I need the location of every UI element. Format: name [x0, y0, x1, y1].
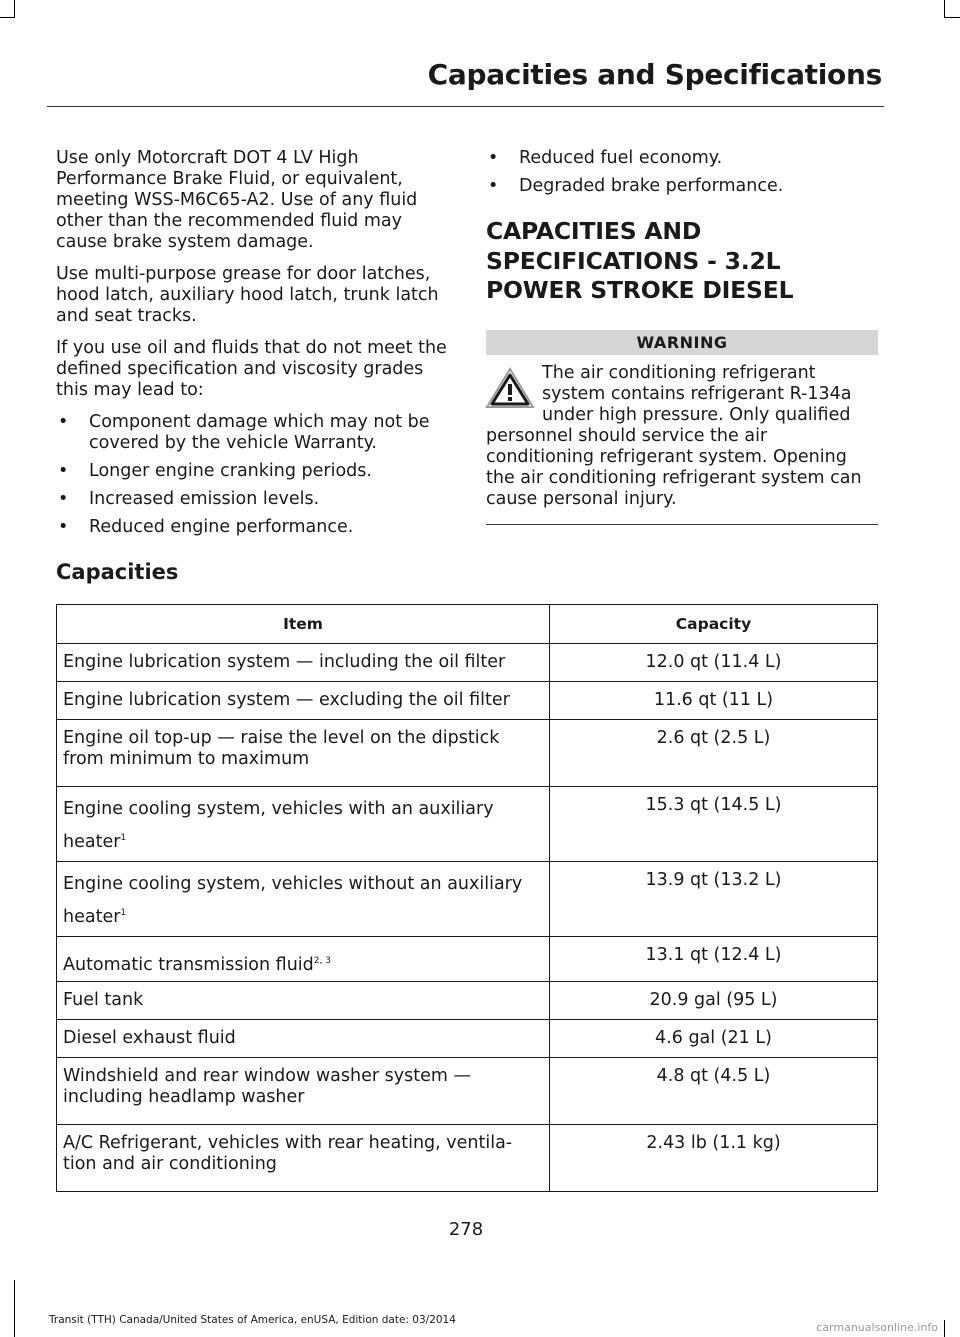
watermark: carmanualsonline.info — [816, 1321, 938, 1334]
capacity-cell: 20.9 gal (95 L) — [550, 982, 878, 1020]
capacities-title: Capacities — [56, 560, 179, 584]
paragraph: Use only Motorcraft DOT 4 LV High Performance Brake Fluid, or equivalent, meeting WSS-M6C65-A2. Use of any fluid other than the recommended fluid may cause brake system damage. — [56, 148, 418, 252]
list-item-text: Degraded brake performance. — [519, 176, 784, 196]
consequence-list — [56, 412, 448, 538]
capacity-cell: 4.8 qt (4.5 L) — [550, 1058, 878, 1125]
crop-mark — [14, 1280, 15, 1337]
item-cell — [57, 861, 550, 936]
capacity-cell: 13.9 qt (13.2 L) — [550, 861, 878, 936]
item-text: Engine cooling system, vehicles with an auxiliary heater — [63, 799, 494, 852]
section-heading: CAPACITIES AND SPECIFICATIONS - 3.2L POWER STROKE DIESEL — [486, 217, 794, 304]
item-cell — [57, 936, 550, 982]
warning-text: The air conditioning refrigerant system contains refrigerant R-134a under high pressure. Only qualified personnel should service the air conditioning refrigerant system. Opening the air conditioning refrigerant system can cause personal injury. — [486, 362, 862, 509]
warning-label: WARNING — [486, 330, 878, 355]
list-item: • Reduced fuel economy. — [488, 148, 723, 168]
list-item: • Degraded brake performance. — [488, 176, 784, 196]
table-row — [57, 1020, 878, 1058]
footnote-marker: 1 — [120, 833, 127, 843]
crop-mark — [944, 0, 945, 18]
list-item-text: Reduced fuel economy. — [519, 148, 723, 168]
column-header-capacity: Capacity — [550, 605, 878, 644]
list-item: • Longer engine cranking periods. — [58, 461, 372, 481]
paragraph: Use multi-purpose grease for door latches, hood latch, auxiliary hood latch, trunk latch and seat tracks. — [56, 264, 439, 326]
table-row — [57, 936, 878, 982]
paragraph: If you use oil and fluids that do not meet the defined specification and viscosity grades this may lead to: — [56, 338, 447, 400]
item-cell — [57, 1020, 550, 1058]
list-item-text: Reduced engine performance. — [89, 517, 354, 537]
item-text: Engine lubrication system — excluding the oil filter — [63, 690, 510, 710]
item-cell — [57, 720, 550, 787]
list-item: • Reduced engine performance. — [58, 517, 354, 537]
table-row — [57, 644, 878, 682]
table-row — [57, 1125, 878, 1192]
item-text: Engine oil top-up — raise the level on the dipstick from minimum to maximum — [63, 728, 500, 769]
capacity-cell: 4.6 gal (21 L) — [550, 1020, 878, 1058]
item-cell — [57, 682, 550, 720]
item-cell — [57, 982, 550, 1020]
table-row — [57, 861, 878, 936]
crop-mark — [945, 17, 960, 18]
item-text: Diesel exhaust fluid — [63, 1028, 236, 1049]
item-text: A/C Refrigerant, vehicles with rear heating, ventila-tion and air conditioning — [63, 1133, 513, 1175]
table-row — [57, 787, 878, 862]
list-item-text: Increased emission levels. — [89, 489, 320, 509]
item-text: Engine lubrication system — including the oil filter — [63, 652, 506, 672]
footnote-marker: 2, 3 — [313, 955, 331, 966]
list-item: • Increased emission levels. — [58, 489, 320, 509]
left-column — [56, 148, 448, 545]
header-divider — [47, 106, 884, 107]
item-cell — [57, 1058, 550, 1125]
item-text: Fuel tank — [63, 990, 144, 1011]
item-text: Automatic transmission fluid — [63, 954, 314, 975]
table-header-row — [57, 605, 878, 644]
right-column — [486, 148, 878, 525]
capacity-cell: 11.6 qt (11 L) — [550, 682, 878, 720]
list-item: • Component damage which may not be covered by the vehicle Warranty. — [58, 412, 430, 453]
crop-mark — [0, 17, 15, 18]
footnote-marker: 1 — [120, 907, 127, 918]
crop-mark — [14, 0, 15, 18]
capacity-cell: 13.1 qt (12.4 L) — [550, 936, 878, 982]
table-row — [57, 1058, 878, 1125]
item-text: Engine cooling system, vehicles without an auxiliary heater — [63, 873, 523, 927]
page-title: Capacities and Specifications — [427, 58, 882, 91]
crop-mark — [944, 1320, 945, 1337]
item-cell — [57, 787, 550, 862]
list-item-text: Longer engine cranking periods. — [89, 461, 372, 481]
warning-triangle-icon — [484, 366, 536, 410]
capacity-cell: 12.0 qt (11.4 L) — [550, 644, 878, 682]
edition-footer: Transit (TTH) Canada/United States of America, enUSA, Edition date: 03/2014 — [49, 1314, 456, 1326]
consequence-list-continued — [486, 148, 878, 197]
capacities-table — [56, 604, 878, 1192]
capacity-cell: 2.6 qt (2.5 L) — [550, 720, 878, 787]
table-row — [57, 720, 878, 787]
warning-box — [486, 363, 878, 525]
table-row — [57, 682, 878, 720]
list-item-text: Component damage which may not be covered by the vehicle Warranty. — [89, 412, 430, 453]
table-row — [57, 982, 878, 1020]
column-header-item: Item — [57, 605, 550, 644]
item-text: Windshield and rear window washer system — including headlamp washer — [63, 1066, 471, 1108]
item-cell — [57, 1125, 550, 1192]
capacity-cell: 2.43 lb (1.1 kg) — [550, 1125, 878, 1192]
item-cell — [57, 644, 550, 682]
capacity-cell: 15.3 qt (14.5 L) — [550, 787, 878, 862]
page-number: 278 — [448, 1219, 484, 1240]
